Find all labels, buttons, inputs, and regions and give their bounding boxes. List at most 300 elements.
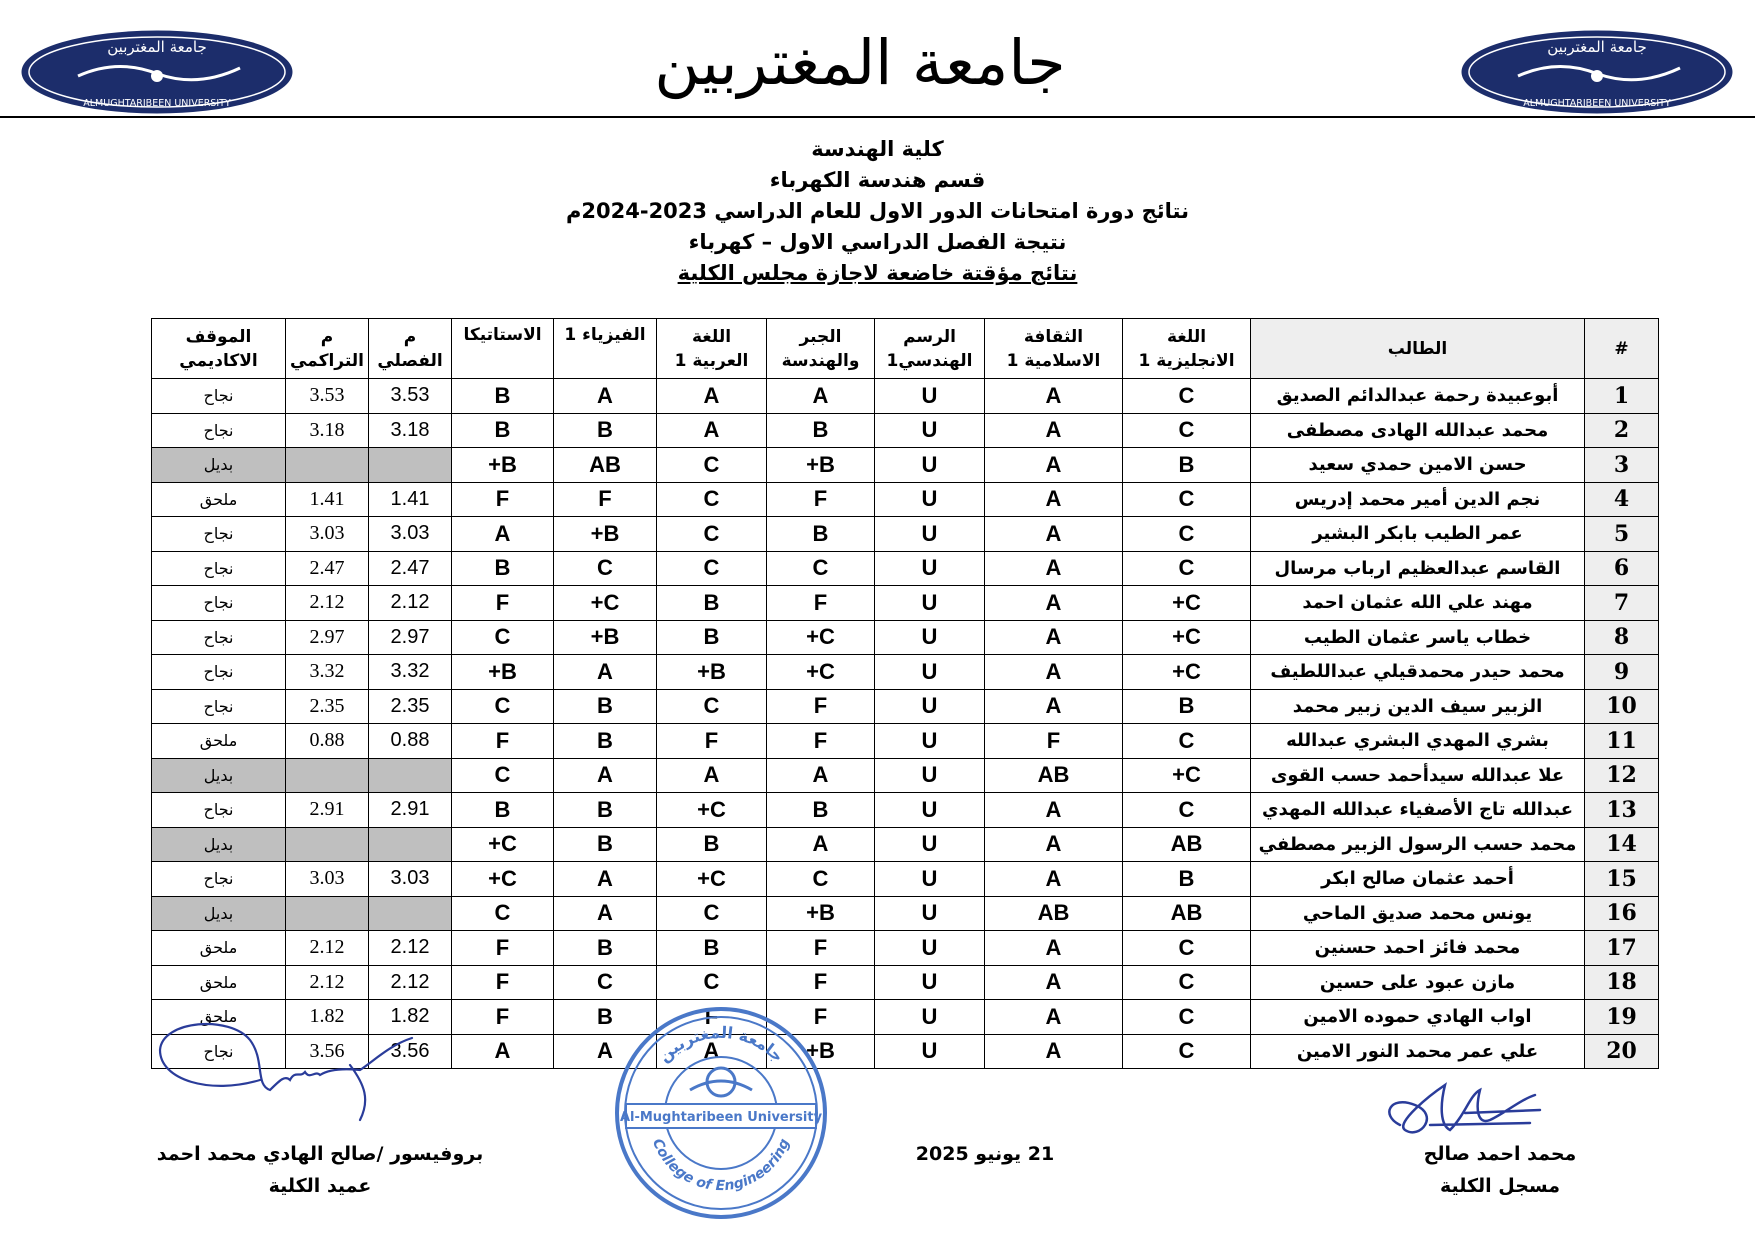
document-date: 21 يونيو 2025 — [915, 1143, 1055, 1165]
grade-islamic: A — [985, 655, 1123, 690]
academic-status: نجاح — [152, 517, 286, 552]
grade-islamic: AB — [985, 896, 1123, 931]
grade-arabic: C — [657, 517, 767, 552]
grade-physics: B — [554, 827, 657, 862]
grade-algebra: F — [767, 965, 875, 1000]
grade-algebra: F — [767, 1000, 875, 1035]
registrar-name: محمد احمد صالح — [1423, 1143, 1577, 1165]
document-titles — [0, 134, 1755, 289]
grade-islamic: A — [985, 862, 1123, 897]
university-name: جامعة المغتربين — [654, 26, 1066, 99]
grade-islamic: F — [985, 724, 1123, 759]
logo-english-text: ALMUGHTARIBEEN UNIVERSITY — [1523, 98, 1671, 109]
grade-islamic: A — [985, 1000, 1123, 1035]
grade-arabic: C — [657, 689, 767, 724]
row-number: 14 — [1585, 827, 1659, 862]
student-name: أحمد عثمان صالح ابكر — [1251, 862, 1585, 897]
grade-arabic: C — [657, 482, 767, 517]
grade-islamic: A — [985, 931, 1123, 966]
grade-algebra: C — [767, 551, 875, 586]
grade-physics: B — [554, 1000, 657, 1035]
row-number: 3 — [1585, 448, 1659, 483]
grade-islamic: A — [985, 827, 1123, 862]
gpa-cumulative — [286, 896, 369, 931]
student-name: محمد فائز احمد حسنين — [1251, 931, 1585, 966]
grade-physics: A — [554, 862, 657, 897]
grade-islamic: A — [985, 965, 1123, 1000]
grade-physics: C — [554, 551, 657, 586]
table-row — [152, 655, 1659, 690]
table-row — [152, 379, 1659, 414]
grade-physics: A — [554, 896, 657, 931]
logo-arabic-text: جامعة المغتربين — [1547, 38, 1647, 56]
gpa-cumulative: 3.18 — [286, 413, 369, 448]
gpa-cumulative: 3.03 — [286, 862, 369, 897]
stamp-college-text: College of Engineering — [648, 1136, 794, 1195]
grade-physics: F — [554, 482, 657, 517]
grade-statics: B+ — [452, 655, 554, 690]
student-name: أبوعبيدة رحمة عبدالدائم الصديق — [1251, 379, 1585, 414]
gpa-semester: 2.97 — [369, 620, 452, 655]
provisional-note: نتائج مؤقتة خاضعة لاجازة مجلس الكلية — [677, 261, 1078, 285]
table-row — [152, 482, 1659, 517]
grade-physics: A — [554, 758, 657, 793]
grade-physics: B+ — [554, 517, 657, 552]
student-name: يونس محمد صديق الماحي — [1251, 896, 1585, 931]
gpa-semester: 2.35 — [369, 689, 452, 724]
grade-arabic: C — [657, 896, 767, 931]
grade-statics: B — [452, 413, 554, 448]
gpa-cumulative: 2.12 — [286, 931, 369, 966]
grade-statics: F — [452, 1000, 554, 1035]
academic-status: ملحق — [152, 965, 286, 1000]
row-number: 4 — [1585, 482, 1659, 517]
grade-algebra: F — [767, 724, 875, 759]
grade-islamic: A — [985, 517, 1123, 552]
gpa-semester — [369, 758, 452, 793]
grade-algebra: C+ — [767, 655, 875, 690]
grade-english: C+ — [1123, 655, 1251, 690]
grade-statics: C — [452, 758, 554, 793]
table-row — [152, 551, 1659, 586]
grade-algebra: C — [767, 862, 875, 897]
gpa-semester: 3.32 — [369, 655, 452, 690]
table-header-row — [152, 319, 1659, 379]
grade-islamic: A — [985, 689, 1123, 724]
grade-arabic: C — [657, 551, 767, 586]
table-row — [152, 586, 1659, 621]
row-number: 5 — [1585, 517, 1659, 552]
gpa-semester: 3.53 — [369, 379, 452, 414]
grade-islamic: A — [985, 413, 1123, 448]
grade-islamic: AB — [985, 758, 1123, 793]
gpa-cumulative: 3.53 — [286, 379, 369, 414]
col-header-arabic: اللغة العربية 1 — [657, 319, 767, 379]
grade-drawing: U — [875, 793, 985, 828]
table-row — [152, 620, 1659, 655]
student-name: الزبير سيف الدين زبير محمد — [1251, 689, 1585, 724]
academic-status: ملحق — [152, 724, 286, 759]
grade-statics: F — [452, 482, 554, 517]
grade-english: C+ — [1123, 620, 1251, 655]
gpa-cumulative: 3.03 — [286, 517, 369, 552]
table-row — [152, 965, 1659, 1000]
gpa-semester — [369, 448, 452, 483]
grade-drawing: U — [875, 965, 985, 1000]
row-number: 12 — [1585, 758, 1659, 793]
student-name: خطاب ياسر عثمان الطيب — [1251, 620, 1585, 655]
stamp-english-text: Al-Mughtaribeen University — [619, 1110, 823, 1125]
row-number: 6 — [1585, 551, 1659, 586]
grade-islamic: A — [985, 379, 1123, 414]
col-header-drawing: الرسم الهندسي1 — [875, 319, 985, 379]
grade-physics: A — [554, 1034, 657, 1069]
grade-islamic: A — [985, 793, 1123, 828]
grade-statics: C+ — [452, 827, 554, 862]
grade-statics: F — [452, 586, 554, 621]
gpa-semester: 2.91 — [369, 793, 452, 828]
gpa-cumulative: 3.32 — [286, 655, 369, 690]
grade-arabic: C — [657, 965, 767, 1000]
academic-status: نجاح — [152, 413, 286, 448]
grade-english: C — [1123, 965, 1251, 1000]
grade-arabic: B — [657, 620, 767, 655]
grade-english: C — [1123, 931, 1251, 966]
grade-arabic: A — [657, 413, 767, 448]
grade-drawing: U — [875, 655, 985, 690]
grade-physics: B — [554, 724, 657, 759]
grade-drawing: U — [875, 551, 985, 586]
table-row — [152, 931, 1659, 966]
gpa-semester: 2.47 — [369, 551, 452, 586]
grade-english: C+ — [1123, 586, 1251, 621]
gpa-cumulative: 1.41 — [286, 482, 369, 517]
student-name: بشري المهدي البشري عبدالله — [1251, 724, 1585, 759]
grade-arabic: B — [657, 827, 767, 862]
grade-statics: B — [452, 793, 554, 828]
grade-algebra: B+ — [767, 448, 875, 483]
grade-algebra: B — [767, 517, 875, 552]
student-name: القاسم عبدالعظيم ارباب مرسال — [1251, 551, 1585, 586]
grade-algebra: F — [767, 482, 875, 517]
grade-physics: AB — [554, 448, 657, 483]
table-row — [152, 724, 1659, 759]
row-number: 19 — [1585, 1000, 1659, 1035]
registrar-title: مسجل الكلية — [1439, 1175, 1561, 1197]
gpa-semester: 1.82 — [369, 1000, 452, 1035]
col-header-algebra: الجبر والهندسة — [767, 319, 875, 379]
student-name: محمد حيدر محمدقيلي عبداللطيف — [1251, 655, 1585, 690]
academic-status: نجاح — [152, 793, 286, 828]
col-header-num: # — [1585, 319, 1659, 379]
col-header-islamic: الثقافة الاسلامية 1 — [985, 319, 1123, 379]
student-name: عبدالله تاج الأصفياء عبدالله المهدي — [1251, 793, 1585, 828]
grade-algebra: F — [767, 689, 875, 724]
grade-statics: F — [452, 931, 554, 966]
gpa-cumulative: 2.12 — [286, 586, 369, 621]
grade-physics: C — [554, 965, 657, 1000]
academic-status: بديل — [152, 758, 286, 793]
gpa-semester: 2.12 — [369, 965, 452, 1000]
grade-statics: F — [452, 965, 554, 1000]
student-name: اواب الهادي حموده الامين — [1251, 1000, 1585, 1035]
results-table — [151, 318, 1659, 1069]
results-body — [152, 379, 1659, 1069]
grade-drawing: U — [875, 862, 985, 897]
college-stamp-icon — [610, 1002, 832, 1224]
student-name: مهند علي الله عثمان احمد — [1251, 586, 1585, 621]
grade-drawing: U — [875, 689, 985, 724]
grade-drawing: U — [875, 413, 985, 448]
grade-statics: A — [452, 1034, 554, 1069]
col-header-student: الطالب — [1251, 319, 1585, 379]
row-number: 8 — [1585, 620, 1659, 655]
grade-english: C — [1123, 379, 1251, 414]
dean-name: بروفيسور /صالح الهادي محمد احمد — [156, 1143, 484, 1165]
grade-islamic: A — [985, 586, 1123, 621]
grade-english: AB — [1123, 896, 1251, 931]
gpa-semester: 3.03 — [369, 862, 452, 897]
row-number: 11 — [1585, 724, 1659, 759]
row-number: 2 — [1585, 413, 1659, 448]
grade-islamic: A — [985, 448, 1123, 483]
grade-algebra: B+ — [767, 1034, 875, 1069]
grade-islamic: A — [985, 1034, 1123, 1069]
grade-drawing: U — [875, 1034, 985, 1069]
row-number: 13 — [1585, 793, 1659, 828]
grade-english: C — [1123, 517, 1251, 552]
gpa-semester: 0.88 — [369, 724, 452, 759]
gpa-cumulative: 3.56 — [286, 1034, 369, 1069]
col-header-gpa-cumulative: م التراكمي — [286, 319, 369, 379]
grade-drawing: U — [875, 448, 985, 483]
gpa-semester: 3.03 — [369, 517, 452, 552]
grade-statics: C — [452, 689, 554, 724]
academic-status: نجاح — [152, 862, 286, 897]
col-header-physics: الفيزياء 1 — [554, 319, 657, 379]
grade-algebra: F — [767, 931, 875, 966]
gpa-semester: 3.18 — [369, 413, 452, 448]
row-number: 9 — [1585, 655, 1659, 690]
logo-arabic-text: جامعة المغتربين — [107, 38, 207, 56]
grade-arabic: B — [657, 586, 767, 621]
dean-signature-icon — [150, 1010, 420, 1130]
grade-english: B — [1123, 862, 1251, 897]
grade-drawing: U — [875, 517, 985, 552]
table-row — [152, 517, 1659, 552]
grade-algebra: A — [767, 827, 875, 862]
row-number: 18 — [1585, 965, 1659, 1000]
academic-status: بديل — [152, 896, 286, 931]
grade-arabic: C — [657, 448, 767, 483]
grade-algebra: B — [767, 793, 875, 828]
col-header-statics: الاستاتيكا — [452, 319, 554, 379]
grade-english: C — [1123, 482, 1251, 517]
table-row — [152, 827, 1659, 862]
col-header-english: اللغة الانجليزية 1 — [1123, 319, 1251, 379]
gpa-cumulative: 2.35 — [286, 689, 369, 724]
student-name: علا عبدالله سيدأحمد حسب القوى — [1251, 758, 1585, 793]
table-row — [152, 758, 1659, 793]
gpa-cumulative: 2.12 — [286, 965, 369, 1000]
dean-title: عميد الكلية — [268, 1175, 372, 1197]
grade-algebra: B+ — [767, 896, 875, 931]
registrar-block — [1380, 1138, 1620, 1202]
grade-english: C — [1123, 1000, 1251, 1035]
grade-english: C — [1123, 1034, 1251, 1069]
logo-english-text: ALMUGHTARIBEEN UNIVERSITY — [83, 98, 231, 109]
academic-status: نجاح — [152, 689, 286, 724]
academic-status: بديل — [152, 827, 286, 862]
grade-physics: B — [554, 793, 657, 828]
university-logo-icon — [1458, 28, 1736, 116]
grade-english: C — [1123, 793, 1251, 828]
grade-physics: B — [554, 931, 657, 966]
grade-english: B — [1123, 448, 1251, 483]
grade-drawing: U — [875, 931, 985, 966]
grade-algebra: A — [767, 758, 875, 793]
col-header-gpa-semester: م الفصلي — [369, 319, 452, 379]
grade-arabic: A — [657, 379, 767, 414]
gpa-cumulative: 2.91 — [286, 793, 369, 828]
gpa-semester: 3.56 — [369, 1034, 452, 1069]
grade-drawing: U — [875, 896, 985, 931]
gpa-semester: 2.12 — [369, 586, 452, 621]
gpa-semester: 2.12 — [369, 931, 452, 966]
header-divider — [0, 116, 1755, 118]
academic-status: نجاح — [152, 620, 286, 655]
grade-english: C — [1123, 551, 1251, 586]
gpa-semester — [369, 827, 452, 862]
grade-physics: B+ — [554, 620, 657, 655]
table-row — [152, 448, 1659, 483]
academic-status: ملحق — [152, 482, 286, 517]
grade-drawing: U — [875, 620, 985, 655]
grade-physics: B — [554, 689, 657, 724]
grade-drawing: U — [875, 827, 985, 862]
grade-drawing: U — [875, 758, 985, 793]
grade-arabic: F — [657, 1000, 767, 1035]
row-number: 7 — [1585, 586, 1659, 621]
grade-algebra: F — [767, 586, 875, 621]
row-number: 20 — [1585, 1034, 1659, 1069]
grade-english: AB — [1123, 827, 1251, 862]
university-logo-icon — [18, 28, 296, 116]
gpa-cumulative — [286, 827, 369, 862]
grade-arabic: F — [657, 724, 767, 759]
semester-title: نتيجة الفصل الدراسي الاول – كهرباء — [688, 230, 1067, 254]
stamp-arabic-text: جامعة المغتربين — [654, 1022, 788, 1066]
row-number: 16 — [1585, 896, 1659, 931]
grade-physics: A — [554, 655, 657, 690]
grade-arabic: B — [657, 931, 767, 966]
grade-statics: F — [452, 724, 554, 759]
academic-status: نجاح — [152, 551, 286, 586]
academic-status: ملحق — [152, 931, 286, 966]
table-row — [152, 413, 1659, 448]
grade-english: C+ — [1123, 758, 1251, 793]
student-name: عمر الطيب بابكر البشير — [1251, 517, 1585, 552]
row-number: 1 — [1585, 379, 1659, 414]
gpa-cumulative: 2.97 — [286, 620, 369, 655]
academic-status: نجاح — [152, 655, 286, 690]
table-row — [152, 862, 1659, 897]
gpa-semester — [369, 896, 452, 931]
gpa-cumulative: 0.88 — [286, 724, 369, 759]
student-name: حسن الامين حمدي سعيد — [1251, 448, 1585, 483]
grade-statics: C — [452, 620, 554, 655]
grade-arabic: B+ — [657, 655, 767, 690]
grade-drawing: U — [875, 724, 985, 759]
gpa-semester: 1.41 — [369, 482, 452, 517]
grade-physics: B — [554, 413, 657, 448]
academic-status: ملحق — [152, 1000, 286, 1035]
grade-physics: C+ — [554, 586, 657, 621]
table-row — [152, 896, 1659, 931]
student-name: محمد عبدالله الهادى مصطفى — [1251, 413, 1585, 448]
grade-english: C — [1123, 413, 1251, 448]
department-title: قسم هندسة الكهرباء — [769, 168, 986, 192]
student-name: محمد حسب الرسول الزبير مصطفي — [1251, 827, 1585, 862]
grade-algebra: C+ — [767, 620, 875, 655]
faculty-title: كلية الهندسة — [811, 137, 944, 161]
grade-english: B — [1123, 689, 1251, 724]
grade-statics: A — [452, 517, 554, 552]
grade-drawing: U — [875, 1000, 985, 1035]
grade-islamic: A — [985, 482, 1123, 517]
grade-arabic: A — [657, 1034, 767, 1069]
grade-arabic: C+ — [657, 793, 767, 828]
academic-status: بديل — [152, 448, 286, 483]
student-name: نجم الدين أمير محمد إدريس — [1251, 482, 1585, 517]
grade-statics: B — [452, 551, 554, 586]
row-number: 10 — [1585, 689, 1659, 724]
grade-islamic: A — [985, 620, 1123, 655]
grade-statics: C — [452, 896, 554, 931]
grade-algebra: A — [767, 379, 875, 414]
gpa-cumulative: 1.82 — [286, 1000, 369, 1035]
exam-round-title: نتائج دورة امتحانات الدور الاول للعام الدراسي 2023-2024م — [565, 199, 1189, 223]
gpa-cumulative: 2.47 — [286, 551, 369, 586]
page-header — [0, 0, 1755, 118]
student-name: مازن عبود على حسين — [1251, 965, 1585, 1000]
grade-arabic: C+ — [657, 862, 767, 897]
table-row — [152, 793, 1659, 828]
grade-drawing: U — [875, 586, 985, 621]
gpa-cumulative — [286, 758, 369, 793]
grade-statics: B+ — [452, 448, 554, 483]
academic-status: نجاح — [152, 1034, 286, 1069]
academic-status: نجاح — [152, 379, 286, 414]
grade-drawing: U — [875, 482, 985, 517]
grade-statics: C+ — [452, 862, 554, 897]
grade-islamic: A — [985, 551, 1123, 586]
col-header-status: الموقف الاكاديمي — [152, 319, 286, 379]
dean-block — [150, 1138, 490, 1202]
row-number: 17 — [1585, 931, 1659, 966]
grade-statics: B — [452, 379, 554, 414]
grade-english: C — [1123, 724, 1251, 759]
grade-drawing: U — [875, 379, 985, 414]
gpa-cumulative — [286, 448, 369, 483]
academic-status: نجاح — [152, 586, 286, 621]
row-number: 15 — [1585, 862, 1659, 897]
table-row — [152, 689, 1659, 724]
student-name: علي عمر محمد النور الامين — [1251, 1034, 1585, 1069]
grade-physics: A — [554, 379, 657, 414]
grade-arabic: A — [657, 758, 767, 793]
grade-algebra: B — [767, 413, 875, 448]
